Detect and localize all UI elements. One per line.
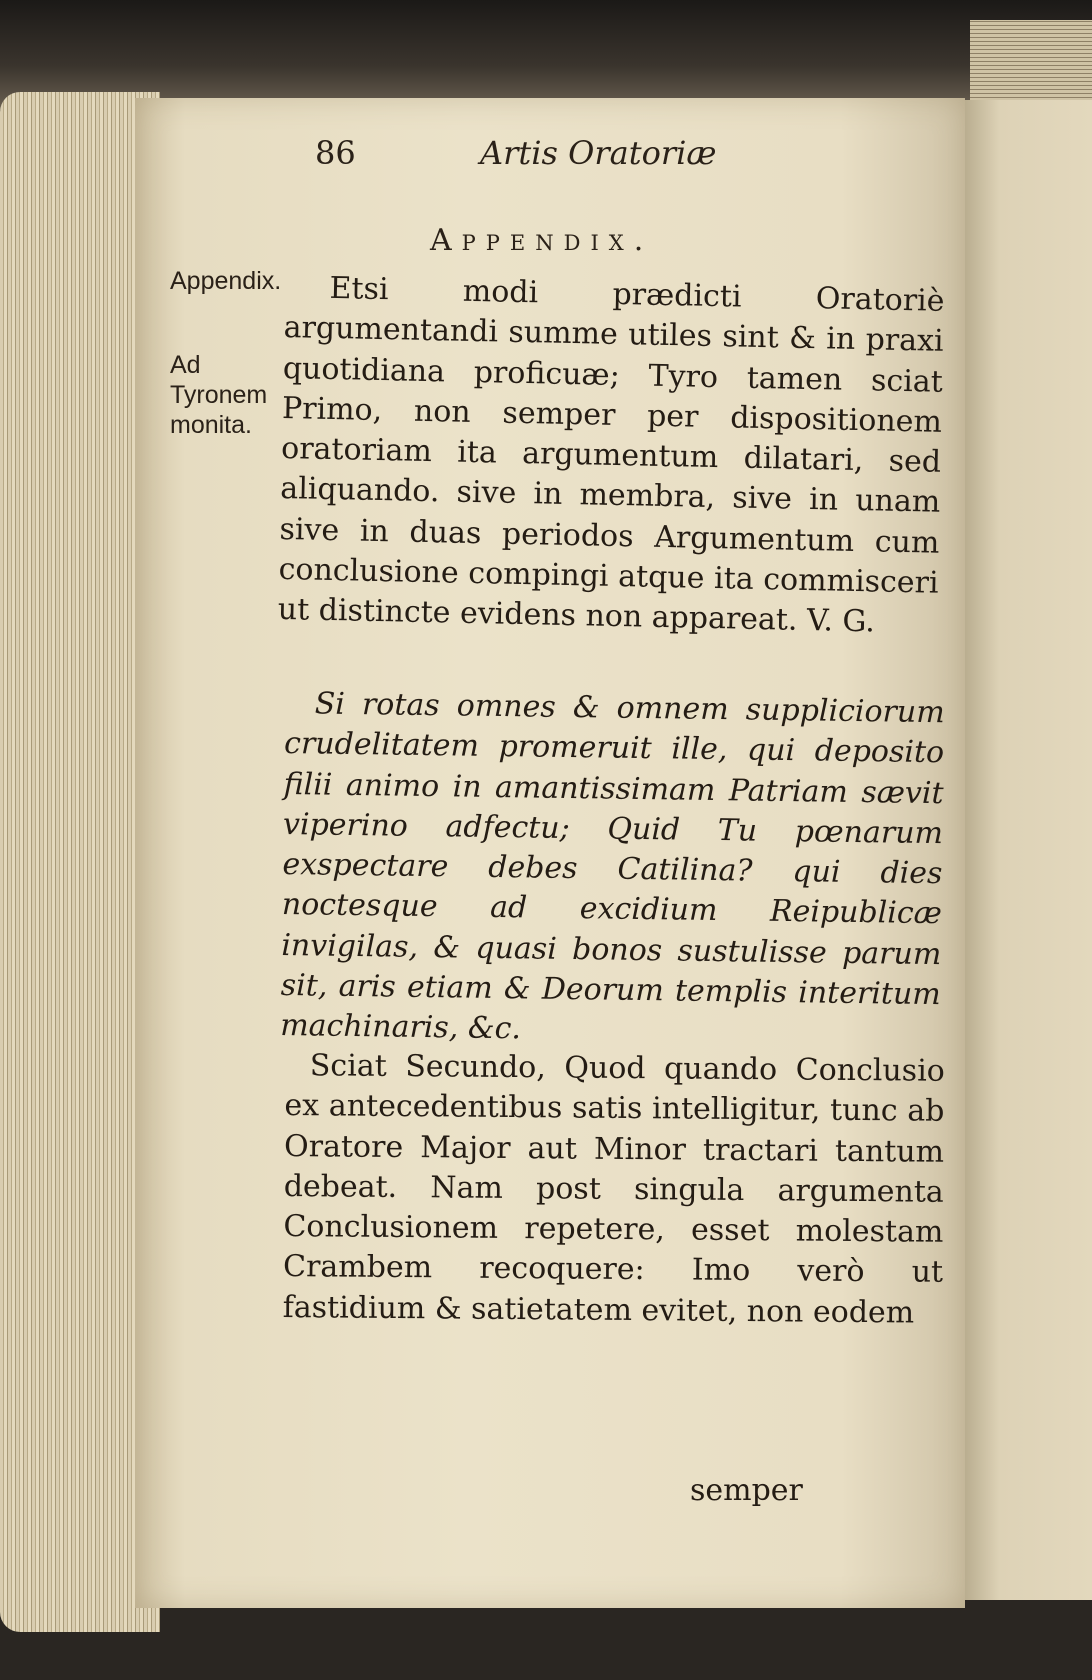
page-number: 86 — [315, 134, 356, 172]
paragraph-quotation: Si rotas omnes & omnem suppliciorum crudelitatem promeruit ille, qui deposito filii animo in amantissimam Patriam sævit viperino adfectu; Quid Tu pœnarum exspectare debes Catilina? qui dies noctesque ad excidium Reipublicæ invigilas, & quasi bonos sustulisse parum sit, aris etiam & Deorum templis interitum machinaris, &c. — [279, 686, 945, 1047]
running-head — [315, 134, 875, 194]
paragraph: Etsi modi prædicti Oratoriè argumentandi summe utiles sint & in praxi quotidiana proficuæ; Tyro tamen sciat Primo, non semper per dispositionem oratoriam ita argumentum dilatari, sed aliquando. sive in membra, sive in unam sive in duas periodos Argumentum cum conclusione compingi atque ita commisceri ut distincte evidens non appareat. V. G. — [277, 270, 945, 640]
book-edge-top-right — [970, 20, 1092, 105]
running-title: Artis Oratoriæ — [480, 134, 717, 172]
catchword: semper — [690, 1473, 803, 1508]
paragraph: Sciat Secundo, Quod quando Conclusio ex antecedentibus satis intelligitur, tunc ab Oratore Major aut Minor tractari tantum debeat. Nam post singula argumenta Conclusionem repetere, esset molestam Crambem recoquere: Imo verò ut fastidium & satietatem evitet, non eodem — [282, 1048, 945, 1331]
book-page — [135, 98, 965, 1608]
facing-page — [960, 100, 1092, 1600]
background-shadow — [0, 0, 1092, 110]
margin-note: Ad Tyronem monita. — [170, 351, 268, 439]
section-heading: Appendix. — [430, 223, 654, 258]
margin-note: Appendix. — [170, 267, 282, 295]
